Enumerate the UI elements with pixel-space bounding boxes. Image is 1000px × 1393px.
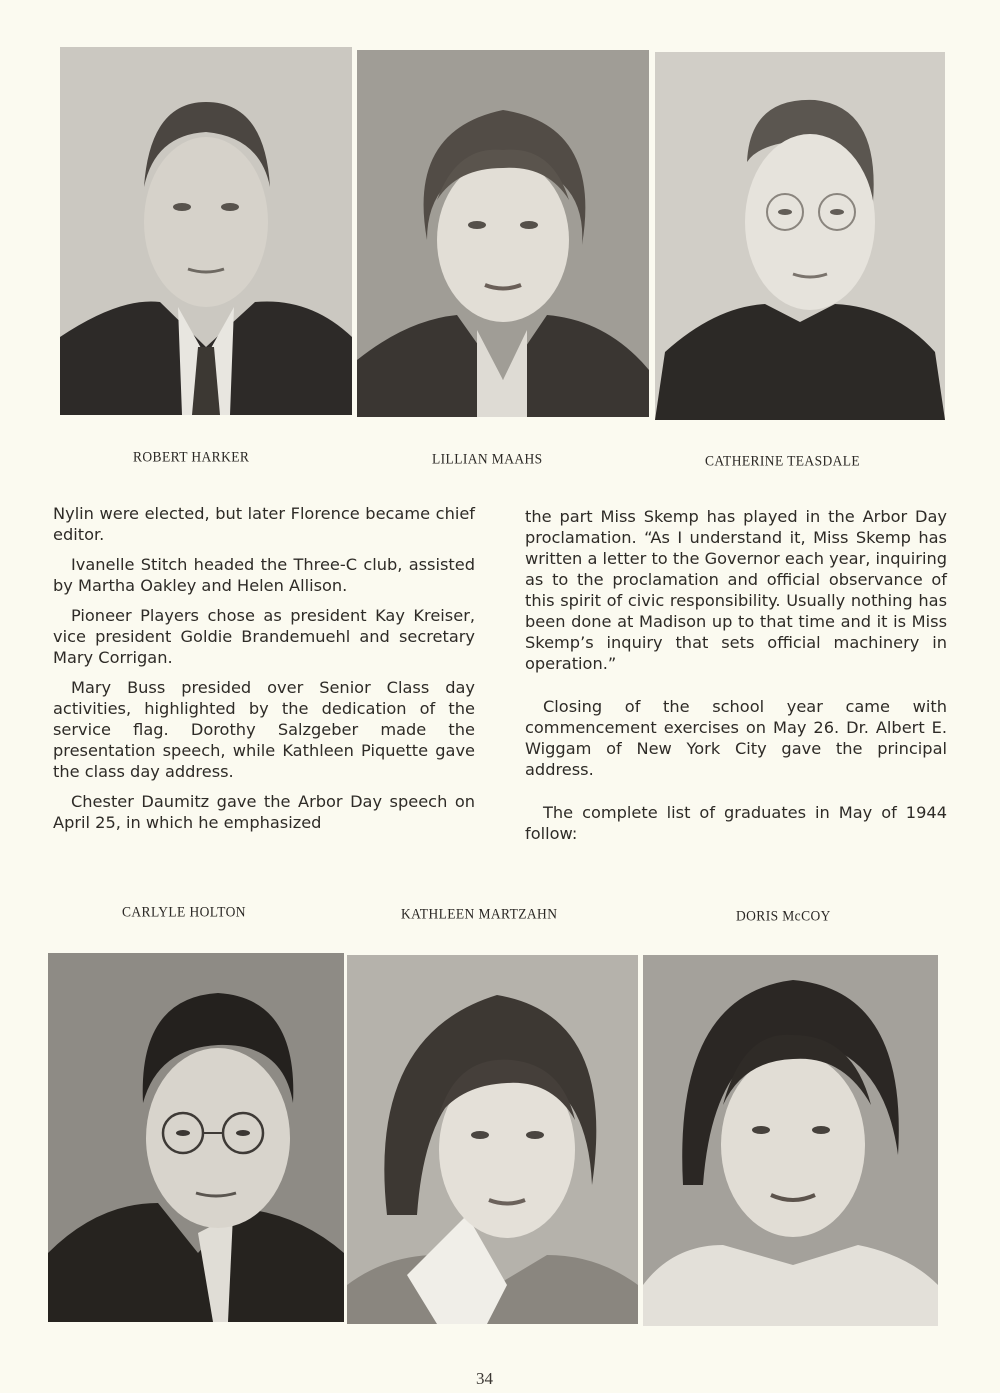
portrait-carlyle-holton	[48, 953, 344, 1322]
caption-carlyle-holton: CARLYLE HOLTON	[122, 903, 246, 920]
caption-kathleen-martzahn: KATHLEEN MARTZAHN	[401, 905, 558, 922]
paragraph: Ivanelle Stitch headed the Three-C club, assisted by Martha Oakley and Helen Allison.	[53, 555, 475, 595]
portrait-kathleen-martzahn	[347, 955, 638, 1324]
paragraph: Mary Buss presided over Senior Class day activities, highlighted by the dedication of the service flag. Dorothy Salzgeber made the presentation speech, while Kathleen Piquette gave the class day address.	[53, 678, 475, 781]
paragraph: Chester Daumitz gave the Arbor Day speech on April 25, in which he emphasized	[53, 792, 475, 832]
portrait-doris-mccoy	[643, 955, 938, 1326]
paragraph: Nylin were elected, but later Florence became chief editor.	[53, 504, 475, 544]
portrait-image	[655, 52, 945, 420]
paragraph: the part Miss Skemp has played in the Arbor Day proclamation. “As I understand it, Miss Skemp has written a letter to the Governor each year, inquiring as to the proclamation and official observance of this spirit of civic responsibility. Usually nothing has been done at Madison up to that time and it is Miss Skemp’s inquiry that sets official machinery in operation.”	[525, 507, 947, 673]
caption-robert-harker: ROBERT HARKER	[133, 448, 250, 465]
portrait-lillian-maahs	[357, 50, 649, 417]
portrait-image	[347, 955, 638, 1324]
portrait-catherine-teasdale	[655, 52, 945, 420]
left-text-column	[53, 503, 475, 842]
portrait-image	[643, 955, 938, 1326]
paragraph: Pioneer Players chose as president Kay Kreiser, vice president Goldie Brandemuehl and secretary Mary Corrigan.	[53, 606, 475, 667]
caption-catherine-teasdale: CATHERINE TEASDALE	[705, 452, 861, 469]
portrait-robert-harker	[60, 47, 352, 415]
page-number: 34	[476, 1369, 493, 1388]
caption-doris-mccoy: DORIS McCOY	[736, 907, 831, 924]
portrait-image	[48, 953, 344, 1322]
portrait-image	[357, 50, 649, 417]
caption-lillian-maahs: LILLIAN MAAHS	[432, 450, 543, 467]
paragraph: The complete list of graduates in May of 1944 follow:	[525, 803, 947, 843]
paragraph: Closing of the school year came with commencement exercises on May 26. Dr. Albert E. Wiggam of New York City gave the principal address.	[525, 697, 947, 779]
portrait-image	[60, 47, 352, 415]
right-text-column	[525, 506, 947, 853]
